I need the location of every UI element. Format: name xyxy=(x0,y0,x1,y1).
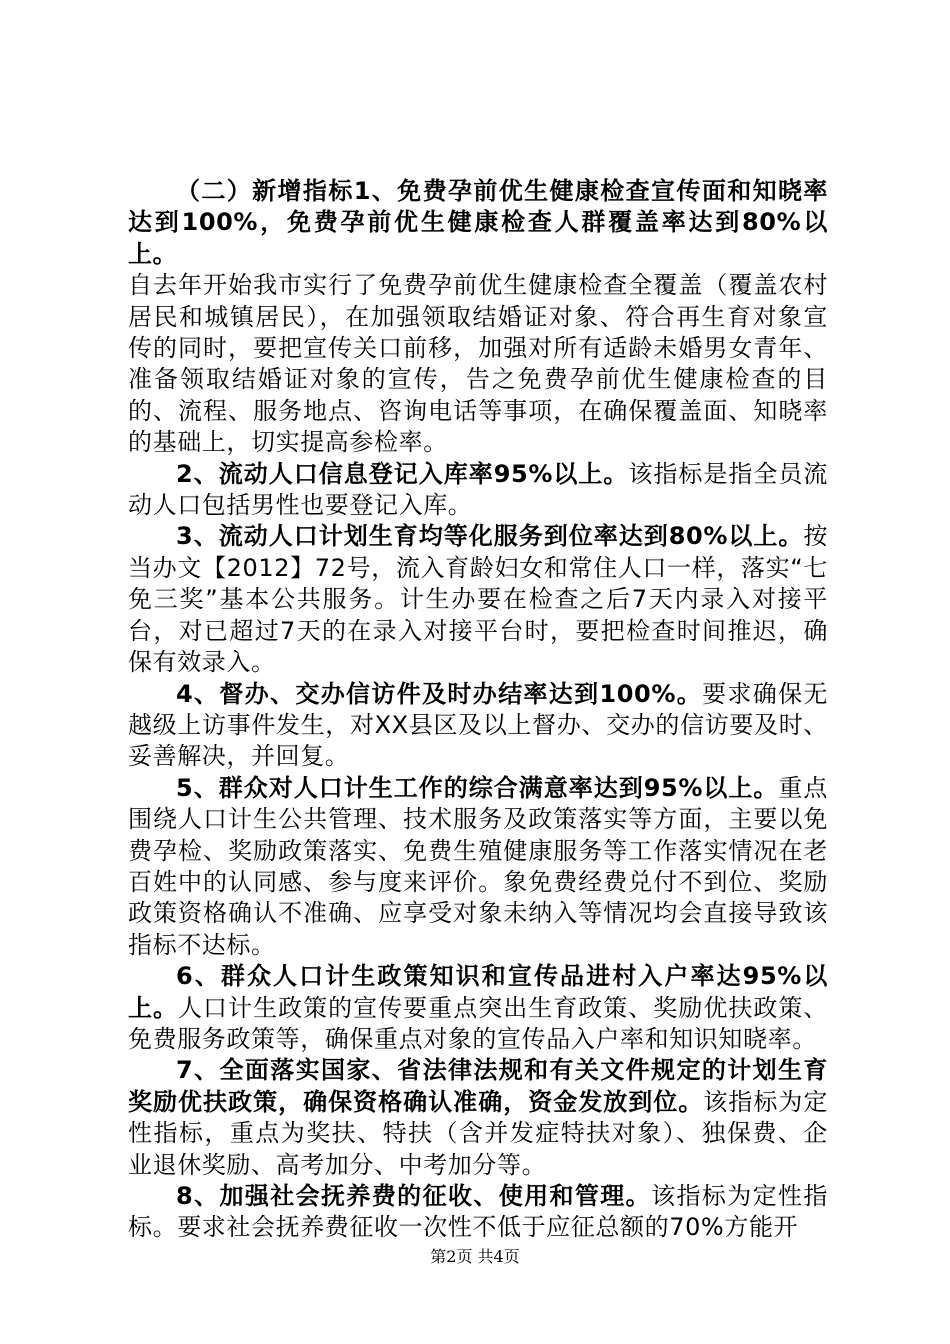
paragraph-7-lead: 7、全面落实国家、省法律法规和有关文件规定的计划生育奖励优扶政策，确保资格确认准确，资金发放到位。 xyxy=(128,1056,828,1116)
paragraph-7 xyxy=(128,1055,828,1181)
paragraph-4-lead: 4、督办、交办信访件及时办结率达到100%。 xyxy=(176,679,703,708)
paragraph-8 xyxy=(128,1181,828,1244)
paragraph-1-text: 自去年开始我市实行了免费孕前优生健康检查全覆盖（覆盖农村居民和城镇居民），在加强领取结婚证对象、符合再生育对象宣传的同时，要把宣传关口前移，加强对所有适龄未婚男女青年、准备领取结婚证对象的宣传，告之免费孕前优生健康检查的目的、流程、服务地点、咨询电话等事项，在确保覆盖面、知晓率的基础上，切实提高参检率。 xyxy=(128,271,828,457)
page-footer: 第2页 共4页 xyxy=(430,1247,520,1266)
paragraph-5 xyxy=(128,773,828,961)
paragraph-2-text: 该指标是指全员流动人口包括男性也要登记入库。 xyxy=(128,459,828,520)
paragraph-6-lead: 6、群众人口计生政策知识和宣传品进村入户率达95%以上。 xyxy=(128,962,828,1022)
paragraph-2-lead: 2、流动人口信息登记入库率95%以上。 xyxy=(176,459,629,488)
paragraph-5-text: 重点围绕人口计生公共管理、技术服务及政策落实等方面，主要以免费孕检、奖励政策落实、免费生殖健康服务等工作落实情况在老百姓中的认同感、参与度来评价。象免费经费兑付不到位、奖励政策资格确认不准确、应享受对象未纳入等情况均会直接导致该指标不达标。 xyxy=(128,773,828,959)
paragraph-2 xyxy=(128,459,828,522)
paragraph-6 xyxy=(128,961,828,1055)
paragraph-4-text: 要求确保无越级上访事件发生，对XX县区及以上督办、交办的信访要及时、妥善解决，并回复。 xyxy=(128,679,829,771)
paragraph-3-text: 按当办文【2012】72号，流入育龄妇女和常住人口一样，落实“七免三奖”基本公共服务。计生办要在检查之后7天内录入对接平台，对已超过7天的在录入对接平台时，要把检查时间推迟，确保有效录入。 xyxy=(128,522,828,677)
paragraph-7-text: 该指标为定性指标，重点为奖扶、特扶（含并发症特扶对象）、独保费、企业退休奖励、高考加分、中考加分等。 xyxy=(128,1087,828,1179)
document-body xyxy=(128,176,828,1244)
paragraph-3 xyxy=(128,521,828,678)
paragraph-1-lead: （二）新增指标1、免费孕前优生健康检查宣传面和知晓率达到100%，免费孕前优生健康检查人群覆盖率达到80%以上。 xyxy=(128,177,828,268)
paragraph-8-text: 该指标为定性指标。要求社会抚养费征收一次性不低于应征总额的70%方能开 xyxy=(128,1182,828,1242)
paragraph-5-lead: 5、群众对人口计生工作的综合满意率达到95%以上。 xyxy=(176,773,779,802)
paragraph-1 xyxy=(128,176,828,459)
paragraph-4 xyxy=(128,679,828,773)
paragraph-3-lead: 3、流动人口计划生育均等化服务到位率达到80%以上。 xyxy=(176,522,804,551)
paragraph-6-text: 人口计生政策的宣传要重点突出生育政策、奖励优扶政策、免费服务政策等，确保重点对象的宣传品入户率和知识知晓率。 xyxy=(128,993,828,1053)
paragraph-8-lead: 8、加强社会抚养费的征收、使用和管理。 xyxy=(176,1182,652,1210)
